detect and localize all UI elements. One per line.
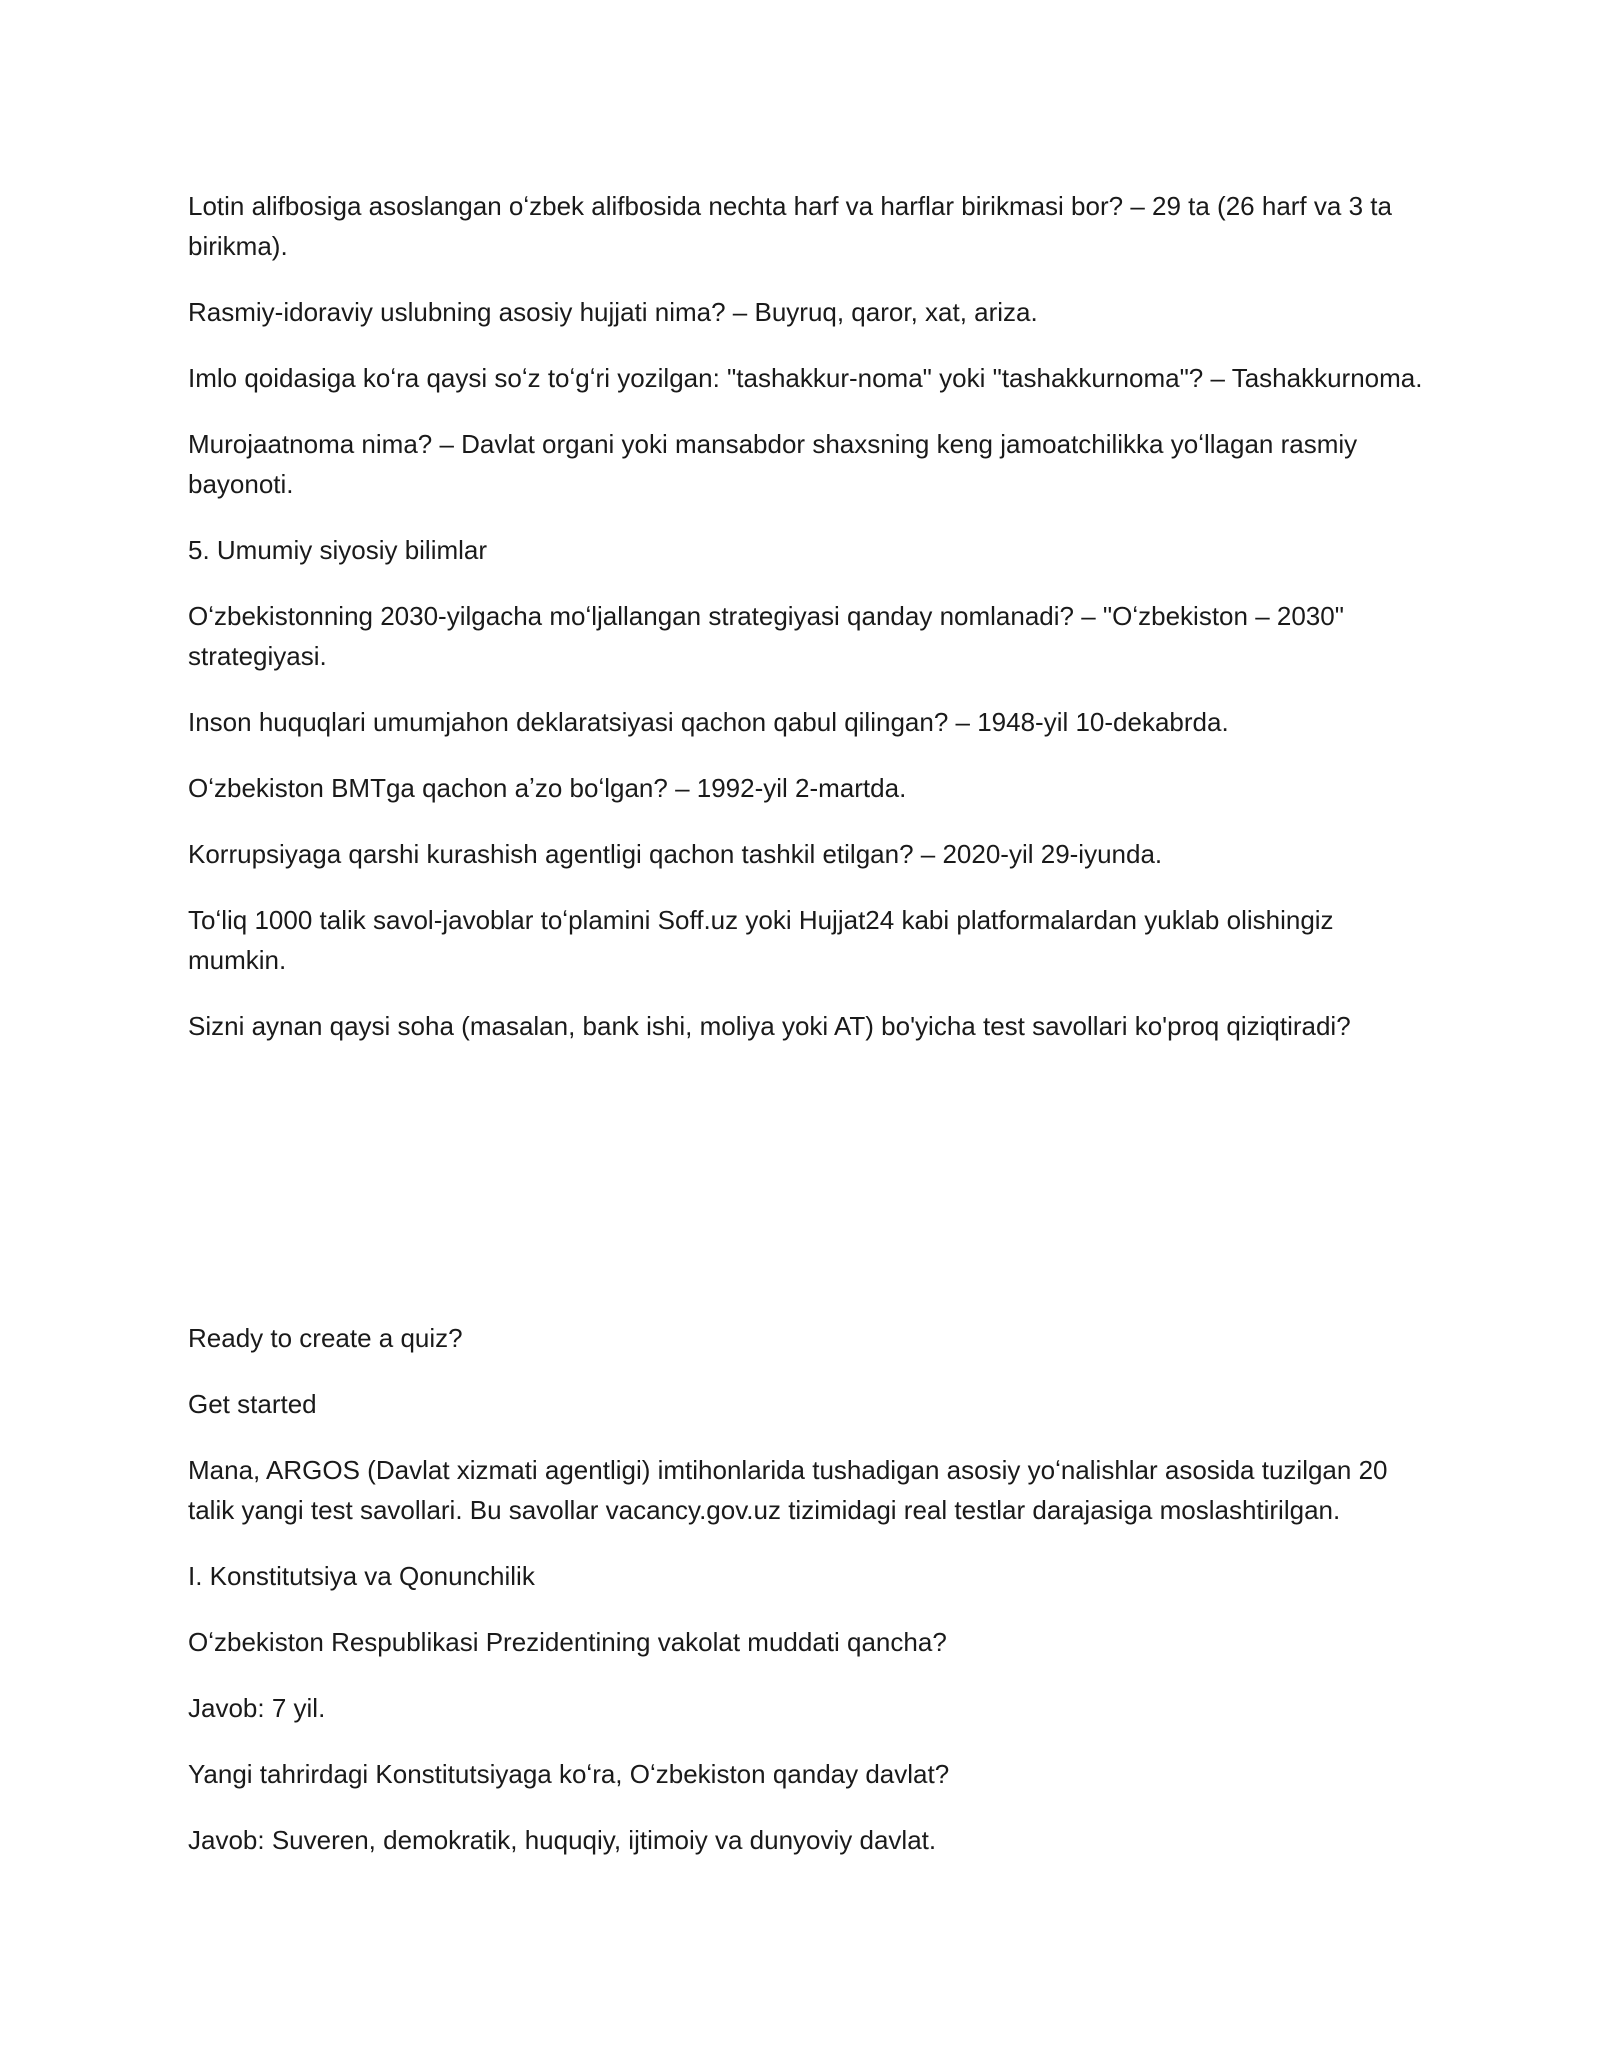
section-heading-political-knowledge: 5. Umumiy siyosiy bilimlar <box>188 535 488 565</box>
paragraph-get-started: Get started <box>188 1389 317 1419</box>
paragraph-president-term-question: Oʻzbekiston Respublikasi Prezidentining vakolat muddati qancha? <box>188 1627 947 1657</box>
paragraph-human-rights-question: Inson huquqlari umumjahon deklaratsiyasi qachon qabul qilingan? – 1948-yil 10-dekabrda. <box>188 707 1229 737</box>
paragraph-state-type-answer: Javob: Suveren, demokratik, huquqiy, ijtimoiy va dunyoviy davlat. <box>188 1825 937 1855</box>
paragraph-murojaatnoma-question: Murojaatnoma nima? – Davlat organi yoki mansabdor shaxsning keng jamoatchilikka yoʻllagan rasmiy bayonoti. <box>188 429 1358 499</box>
paragraph-state-type-question: Yangi tahrirdagi Konstitutsiyaga koʻra, Oʻzbekiston qanday davlat? <box>188 1759 950 1789</box>
paragraph-strategy-question: Oʻzbekistonning 2030-yilgacha moʻljallangan strategiyasi qanday nomlanadi? – "Oʻzbekiston – 2030" strategiyasi. <box>188 601 1344 671</box>
paragraph-topic-question: Sizni aynan qaysi soha (masalan, bank ishi, moliya yoki AT) bo'yicha test savollari ko'proq qiziqtiradi? <box>188 1011 1351 1041</box>
section-heading-constitution: I. Konstitutsiya va Qonunchilik <box>188 1561 535 1591</box>
paragraph-alphabet-question: Lotin alifbosiga asoslangan oʻzbek alifbosida nechta harf va harflar birikmasi bor? – 29 ta (26 harf va 3 ta birikma). <box>188 191 1392 261</box>
paragraph-anticorruption-question: Korrupsiyaga qarshi kurashish agentligi qachon tashkil etilgan? – 2020-yil 29-iyunda. <box>188 839 1163 869</box>
paragraph-download-note: Toʻliq 1000 talik savol-javoblar toʻplamini Soff.uz yoki Hujjat24 kabi platformalardan yuklab olishingiz mumkin. <box>188 905 1334 975</box>
paragraph-quiz-prompt: Ready to create a quiz? <box>188 1323 463 1353</box>
paragraph-official-style-question: Rasmiy-idoraviy uslubning asosiy hujjati nima? – Buyruq, qaror, xat, ariza. <box>188 297 1038 327</box>
paragraph-spelling-question: Imlo qoidasiga koʻra qaysi soʻz toʻgʻri yozilgan: "tashakkur-noma" yoki "tashakkurnoma"? – Tashakkurnoma. <box>188 363 1423 393</box>
paragraph-argos-intro: Mana, ARGOS (Davlat xizmati agentligi) imtihonlarida tushadigan asosiy yoʻnalishlar asosida tuzilgan 20 talik yangi test savollari. Bu savollar vacancy.gov.uz tizimidagi real testlar darajasiga moslashtirilgan. <box>188 1455 1388 1525</box>
document-section-one <box>188 186 1428 1072</box>
document-section-two <box>188 1318 1428 1886</box>
paragraph-un-membership-question: Oʻzbekiston BMTga qachon aʼzo boʻlgan? – 1992-yil 2-martda. <box>188 773 907 803</box>
paragraph-president-term-answer: Javob: 7 yil. <box>188 1693 326 1723</box>
